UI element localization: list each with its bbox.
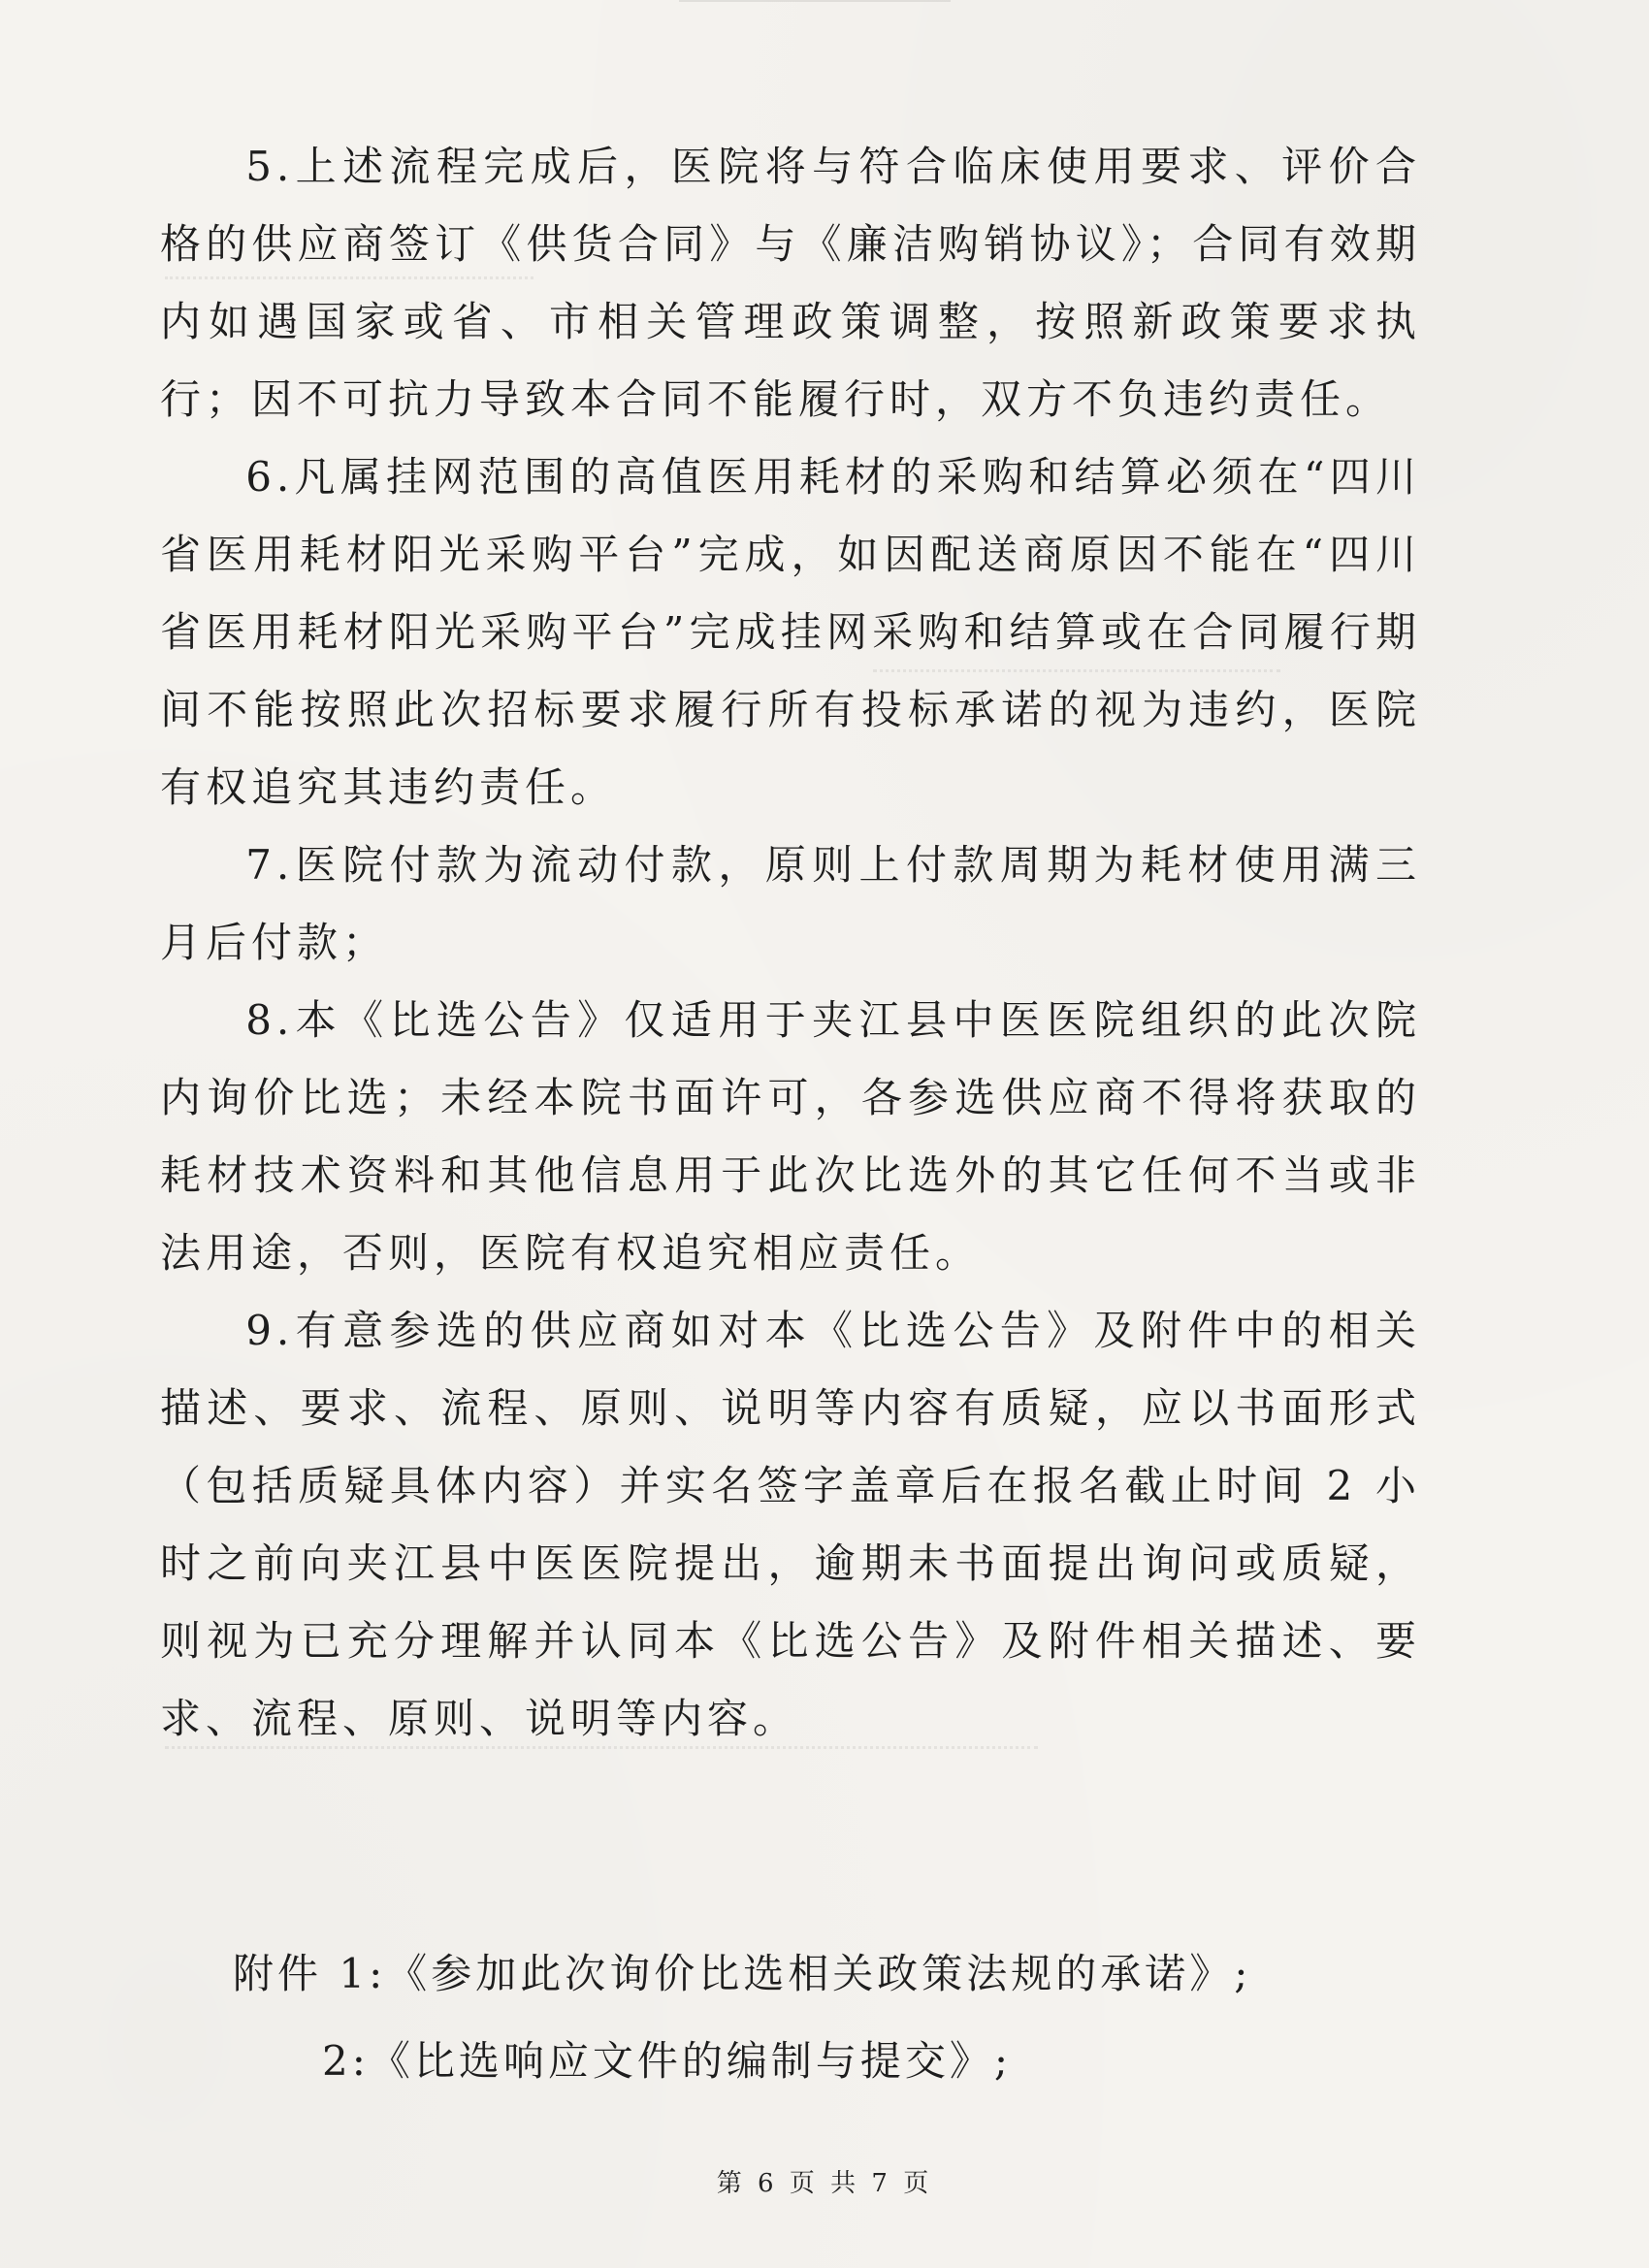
paragraph-item-5: 5.上述流程完成后，医院将与符合临床使用要求、评价合格的供应商签订《供货合同》与《廉洁购销协议》；合同有效期内如遇国家或省、市相关管理政策调整，按照新政策要求执行；因不可抗力导致本合同不能履行时，双方不负违约责任。 [160, 143, 1421, 423]
scan-edge-mark [679, 0, 951, 16]
paragraph-item-8: 8.本《比选公告》仅适用于夹江县中医医院组织的此次院内询价比选；未经本院书面许可，各参选供应商不得将获取的耗材技术资料和其他信息用于此次比选外的其它任何不当或非法用途，否则，医院有权追究相应责任。 [160, 996, 1421, 1277]
attachment-item-2: 2:《比选响应文件的编制与提交》; [322, 2037, 1013, 2085]
page-footer: 第 6 页 共 7 页 [716, 2169, 933, 2198]
attachment-item-1: 附件 1:《参加此次询价比选相关政策法规的承诺》; [233, 1950, 1252, 1997]
document-body [160, 128, 1421, 1758]
paragraph-item-6: 6.凡属挂网范围的高值医用耗材的采购和结算必须在“四川省医用耗材阳光采购平台”完成，如因配送商原因不能在“四川省医用耗材阳光采购平台”完成挂网采购和结算或在合同履行期间不能按照此次招标要求履行所有投标承诺的视为违约，医院有权追究其违约责任。 [160, 453, 1421, 811]
paragraph-item-7: 7.医院付款为流动付款，原则上付款周期为耗材使用满三月后付款； [160, 841, 1421, 966]
paragraph-item-9: 9.有意参选的供应商如对本《比选公告》及附件中的相关描述、要求、流程、原则、说明等内容有质疑，应以书面形式（包括质疑具体内容）并实名签字盖章后在报名截止时间 2 小时之前向夹江县中医医院提出，逾期未书面提出询问或质疑，则视为已充分理解并认同本《比选公告》及附件相关描述、要求、流程、原则、说明等内容。 [160, 1307, 1421, 1742]
attachment-list [233, 1930, 1397, 2105]
